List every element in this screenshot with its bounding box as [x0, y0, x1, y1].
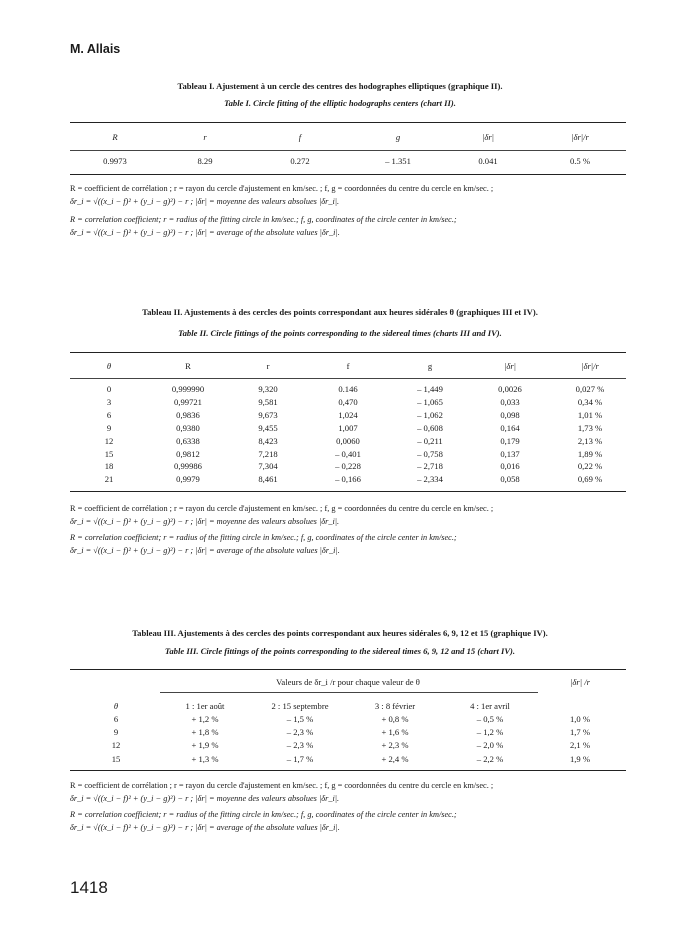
formula-fr: δr_i = √((x_i − f)² + (y_i − g)²) − r ; |δr| = moyenne des valeurs absolues |δr_i|. — [70, 517, 340, 526]
table2-cell: 0.146 — [338, 384, 358, 394]
table3-group-header: Valeurs de δr_i /r pour chaque valeur de θ — [276, 677, 420, 687]
table3-cell: – 1,2 % — [476, 727, 504, 738]
table2-notes — [70, 502, 626, 557]
table2-cell: – 0,228 — [335, 461, 361, 472]
note-fr: R = coefficient de corrélation ; r = rayon du cercle d'ajustement en km/sec. ; f, g = coordonnées du centre du cercle en km/sec. ; — [70, 184, 494, 193]
table1-cell: 8.29 — [197, 156, 213, 166]
table2-cell: 9,455 — [258, 422, 278, 433]
table2-cell: 8,423 — [258, 435, 278, 446]
table2-cell: – 1,065 — [417, 396, 443, 407]
table1-header-row — [0, 132, 680, 144]
table2-row — [0, 461, 680, 473]
table3-cell: + 1,2 % — [191, 714, 219, 724]
table2-title-fr: Tableau II. Ajustements à des cercles des points correspondant aux heures sidérales θ (graphiques III et IV). — [142, 307, 538, 317]
table3-bottom-rule — [70, 770, 626, 771]
table3-title-fr: Tableau III. Ajustements à des cercles des points correspondant aux heures sidérales 6, 9, 12 et 15 (graphique IV). — [132, 628, 548, 638]
table2-cell: 2,13 % — [577, 435, 603, 446]
table2-cell: 1,01 % — [577, 409, 603, 420]
table1-header: g — [395, 132, 401, 142]
table3-subheader: θ — [113, 701, 119, 711]
table2-cell: – 1,449 — [417, 384, 443, 394]
note-en: R = correlation coefficient; r = radius of the fitting circle in km/sec.; f, g, coordinates of the circle center in km/sec.; — [70, 215, 457, 224]
table3-group-rule — [160, 692, 538, 693]
table2-row — [0, 397, 680, 409]
table2-cell: 0,9979 — [176, 474, 200, 485]
table2-cell: 0,137 — [500, 448, 520, 459]
table3-subheader-row — [0, 701, 680, 713]
table3-cell: + 0,8 % — [381, 714, 409, 724]
table3-cell: 1,9 % — [569, 753, 591, 764]
table2-title-en: Table II. Circle fittings of the points corresponding to the sidereal times (charts III and IV). — [178, 328, 502, 338]
table1-title-fr: Tableau I. Ajustement à un cercle des centres des hodographes elliptiques (graphique II). — [177, 81, 503, 91]
table3-cell: – 2,3 % — [286, 740, 314, 751]
table2-cell: 0,0026 — [498, 384, 522, 394]
table2-cell: 9,673 — [258, 409, 278, 420]
table2-cell: 7,304 — [258, 461, 278, 472]
table3-subheader: 2 : 15 septembre — [271, 701, 329, 711]
table2-cell: 1,007 — [338, 422, 358, 433]
table2-cell: 0,016 — [500, 461, 520, 472]
table2-cell: 12 — [104, 435, 114, 446]
table1-cell: 0.5 % — [569, 156, 591, 166]
table1-notes — [70, 182, 626, 239]
table2-cell: 0,033 — [500, 396, 520, 407]
table3-cell: 1,0 % — [569, 714, 591, 724]
table3-row — [0, 754, 680, 766]
table2-cell: 0,164 — [500, 422, 520, 433]
table1-bottom-rule — [70, 174, 626, 175]
table2-header: g — [427, 361, 433, 371]
table2-cell: 9 — [106, 422, 112, 433]
table3-cell: – 1,7 % — [286, 753, 314, 764]
table1-mid-rule — [70, 150, 626, 151]
table2-header: r — [266, 361, 270, 371]
table2-cell: 0,999990 — [171, 384, 205, 394]
formula-en: δr_i = √((x_i − f)² + (y_i − g)²) − r ; |δr| = average of the absolute values |δr_i|. — [70, 228, 340, 237]
table2-cell: – 0,401 — [335, 448, 361, 459]
table2-cell: 0,99986 — [174, 461, 202, 472]
table2-row — [0, 474, 680, 486]
table2-cell: – 2,334 — [417, 474, 443, 485]
table2-cell: 0,9812 — [176, 448, 200, 459]
formula-fr: δr_i = √((x_i − f)² + (y_i − g)²) − r ; |δr| = moyenne des valeurs absolues |δr_i|. — [70, 197, 340, 206]
table3-last-header: |δr| /r — [570, 677, 590, 687]
table3-row — [0, 740, 680, 752]
table2-cell: 0,22 % — [577, 461, 603, 472]
table2-cell: 0,470 — [338, 396, 358, 407]
table1-header: R — [112, 132, 118, 142]
table2-cell: 21 — [104, 474, 114, 485]
table3-title-en: Table III. Circle fittings of the points corresponding to the sidereal times 6, 9, 12 and 15 (chart IV). — [164, 646, 516, 656]
table2-cell: 7,218 — [258, 448, 278, 459]
table2-cell: – 0,608 — [417, 422, 443, 433]
table3-cell: + 1,3 % — [191, 753, 219, 764]
table3-cell: 9 — [113, 727, 119, 738]
table2-cell: 8,461 — [258, 474, 278, 485]
table3-row — [0, 714, 680, 726]
table2-cell: – 1,062 — [417, 409, 443, 420]
formula-fr: δr_i = √((x_i − f)² + (y_i − g)²) − r ; |δr| = moyenne des valeurs absolues |δr_i|. — [70, 794, 340, 803]
table3-subheader: 1 : 1er août — [185, 701, 225, 711]
formula-en: δr_i = √((x_i − f)² + (y_i − g)²) − r ; |δr| = average of the absolute values |δr_i|. — [70, 823, 340, 832]
table2-cell: 18 — [104, 461, 114, 472]
table3-cell: 6 — [113, 714, 119, 724]
table2-cell: – 0,758 — [417, 448, 443, 459]
table3-cell: 15 — [111, 753, 121, 764]
table2-row — [0, 449, 680, 461]
table3-cell: + 2,3 % — [381, 740, 409, 751]
page-number: 1418 — [70, 878, 108, 897]
table2-cell: 0,9380 — [176, 422, 200, 433]
table2-cell: 0,69 % — [577, 474, 603, 485]
table1-header: f — [298, 132, 302, 142]
table2-top-rule — [70, 352, 626, 353]
table1-cell: 0.272 — [290, 156, 310, 166]
table3-cell: + 1,6 % — [381, 727, 409, 738]
table2-cell: 9,581 — [258, 396, 278, 407]
table2-cell: 0,0060 — [336, 435, 360, 446]
author-name: M. Allais — [70, 42, 121, 56]
table1-data-row — [0, 156, 680, 168]
table2-cell: 0,179 — [500, 435, 520, 446]
table3-subheader: 4 : 1er avril — [470, 701, 510, 711]
table3-group-header-row — [0, 677, 680, 689]
table2-cell: 1,73 % — [577, 422, 603, 433]
table2-mid-rule — [70, 378, 626, 379]
table2-cell: 0,058 — [500, 474, 520, 485]
table2-header: f — [346, 361, 350, 371]
table1-title-en: Table I. Circle fitting of the elliptic hodographs centers (chart II). — [224, 98, 456, 108]
table2-row — [0, 423, 680, 435]
table3-notes — [70, 779, 626, 834]
table1-cell: 0.9973 — [103, 156, 127, 166]
table2-bottom-rule — [70, 491, 626, 492]
note-fr: R = coefficient de corrélation ; r = rayon du cercle d'ajustement en km/sec. ; f, g = coordonnées du centre du cercle en km/sec. ; — [70, 504, 494, 513]
table2-cell: 3 — [106, 396, 112, 407]
table3-cell: – 2,2 % — [476, 753, 504, 764]
table2-header-row — [0, 361, 680, 373]
table2-cell: 0,99721 — [174, 396, 202, 407]
table3-row — [0, 727, 680, 739]
table2-row — [0, 384, 680, 396]
table2-cell: 15 — [104, 448, 114, 459]
table3-cell: 1,7 % — [569, 727, 591, 738]
table3-top-rule — [70, 669, 626, 670]
table3-cell: + 2,4 % — [381, 753, 409, 764]
table3-cell: – 0,5 % — [476, 714, 504, 724]
table3-cell: 2,1 % — [569, 740, 591, 751]
table1-header: |δr| — [481, 132, 495, 142]
table1-top-rule — [70, 122, 626, 123]
note-en: R = correlation coefficient; r = radius of the fitting circle in km/sec.; f, g, coordinates of the circle center in km/sec.; — [70, 810, 457, 819]
table2-cell: 0,6338 — [176, 435, 200, 446]
table3-cell: + 1,8 % — [191, 727, 219, 738]
table2-cell: – 0,211 — [417, 435, 443, 446]
table2-row — [0, 436, 680, 448]
table3-cell: + 1,9 % — [191, 740, 219, 751]
table2-header: θ — [106, 361, 112, 371]
table2-cell: 0,9836 — [176, 409, 200, 420]
table1-header: |δr|/r — [571, 132, 589, 142]
table2-cell: 0,098 — [500, 409, 520, 420]
table1-header: r — [203, 132, 207, 142]
table2-cell: 6 — [106, 409, 112, 420]
table3-subheader: 3 : 8 février — [374, 701, 416, 711]
table3-cell: 12 — [111, 740, 121, 751]
note-en: R = correlation coefficient; r = radius of the fitting circle in km/sec.; f, g, coordinates of the circle center in km/sec.; — [70, 533, 457, 542]
table3-cell: – 2,0 % — [476, 740, 504, 751]
table3-cell: – 1,5 % — [286, 714, 314, 724]
table2-cell: 1,89 % — [577, 448, 603, 459]
table3-cell: – 2,3 % — [286, 727, 314, 738]
table2-header: R — [185, 361, 191, 371]
table2-cell: 0,027 % — [575, 384, 605, 394]
table2-cell: 0,34 % — [577, 396, 603, 407]
formula-en: δr_i = √((x_i − f)² + (y_i − g)²) − r ; |δr| = average of the absolute values |δr_i|. — [70, 546, 340, 555]
table2-header: |δr|/r — [581, 361, 599, 371]
table2-cell: 0 — [106, 384, 112, 394]
table2-cell: 1,024 — [338, 409, 358, 420]
table2-cell: 9,320 — [258, 384, 278, 394]
table2-header: |δr| — [503, 361, 517, 371]
table2-row — [0, 410, 680, 422]
table1-cell: 0.041 — [478, 156, 498, 166]
table2-cell: – 2,718 — [417, 461, 443, 472]
table2-cell: – 0,166 — [335, 474, 361, 485]
note-fr: R = coefficient de corrélation ; r = rayon du cercle d'ajustement en km/sec. ; f, g = coordonnées du centre du cercle en km/sec. ; — [70, 781, 494, 790]
table1-cell: – 1.351 — [385, 156, 411, 166]
